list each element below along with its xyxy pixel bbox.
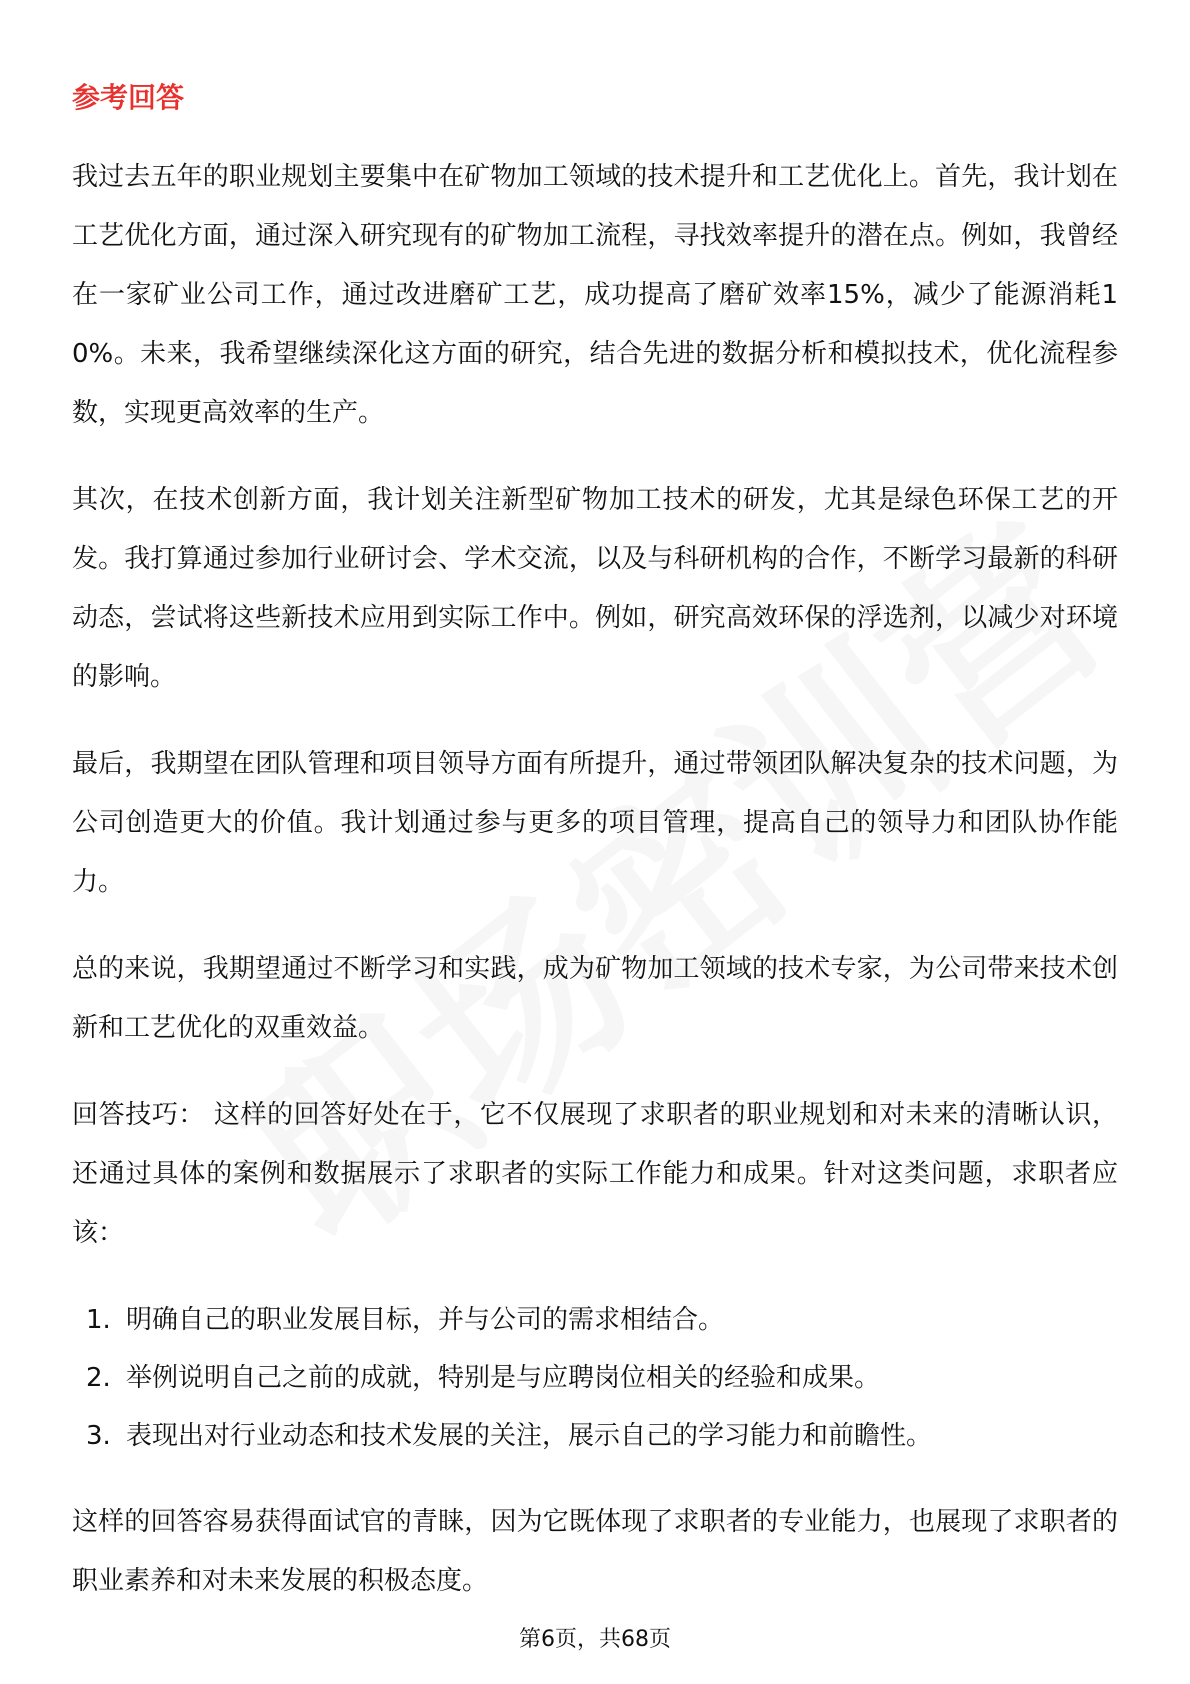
answer-paragraph-1: 我过去五年的职业规划主要集中在矿物加工领域的技术提升和工艺优化上。首先，我计划在工艺优化方面，通过深入研究现有的矿物加工流程，寻找效率提升的潜在点。例如，我曾经在一家矿业公司工作，通过改进磨矿工艺，成功提高了磨矿效率15%，减少了能源消耗10%。未来，我希望继续深化这方面的研究，结合先进的数据分析和模拟技术，优化流程参数，实现更高效率的生产。: [72, 162, 1118, 428]
section-heading: 参考回答: [72, 81, 185, 114]
answer-paragraph-4: 总的来说，我期望通过不断学习和实践，成为矿物加工领域的技术专家，为公司带来技术创新和工艺优化的双重效益。: [72, 954, 1118, 1043]
page-number-footer: 第6页，共68页: [519, 1627, 671, 1652]
list-item: [72, 1291, 1118, 1349]
list-item-text: 明确自己的职业发展目标，并与公司的需求相结合。: [126, 1305, 725, 1335]
tips-text: 这样的回答好处在于，它不仅展现了求职者的职业规划和对未来的清晰认识，还通过具体的案例和数据展示了求职者的实际工作能力和成果。针对这类问题，求职者应该：: [72, 1100, 1118, 1248]
list-item-number: 1.: [86, 1305, 111, 1335]
answer-paragraph-2: 其次，在技术创新方面，我计划关注新型矿物加工技术的研发，尤其是绿色环保工艺的开发。我打算通过参加行业研讨会、学术交流，以及与科研机构的合作，不断学习最新的科研动态，尝试将这些新技术应用到实际工作中。例如，研究高效环保的浮选剂，以减少对环境的影响。: [72, 485, 1118, 692]
list-item: [72, 1407, 1118, 1465]
closing-paragraph: 这样的回答容易获得面试官的青睐，因为它既体现了求职者的专业能力，也展现了求职者的职业素养和对未来发展的积极态度。: [72, 1507, 1118, 1596]
list-item-text: 表现出对行业动态和技术发展的关注，展示自己的学习能力和前瞻性。: [126, 1421, 933, 1451]
document-content: [72, 78, 1118, 1639]
list-item-number: 3.: [86, 1421, 111, 1451]
answer-paragraph-3: 最后，我期望在团队管理和项目领导方面有所提升，通过带领团队解决复杂的技术问题，为公司创造更大的价值。我计划通过参与更多的项目管理，提高自己的领导力和团队协作能力。: [72, 749, 1118, 897]
list-item-text: 举例说明自己之前的成就，特别是与应聘岗位相关的经验和成果。: [126, 1363, 881, 1393]
list-item-number: 2.: [86, 1363, 111, 1393]
tips-list: [72, 1291, 1118, 1465]
list-item: [72, 1349, 1118, 1407]
tips-paragraph: [72, 1086, 1118, 1263]
tips-label: 回答技巧：: [72, 1100, 206, 1130]
